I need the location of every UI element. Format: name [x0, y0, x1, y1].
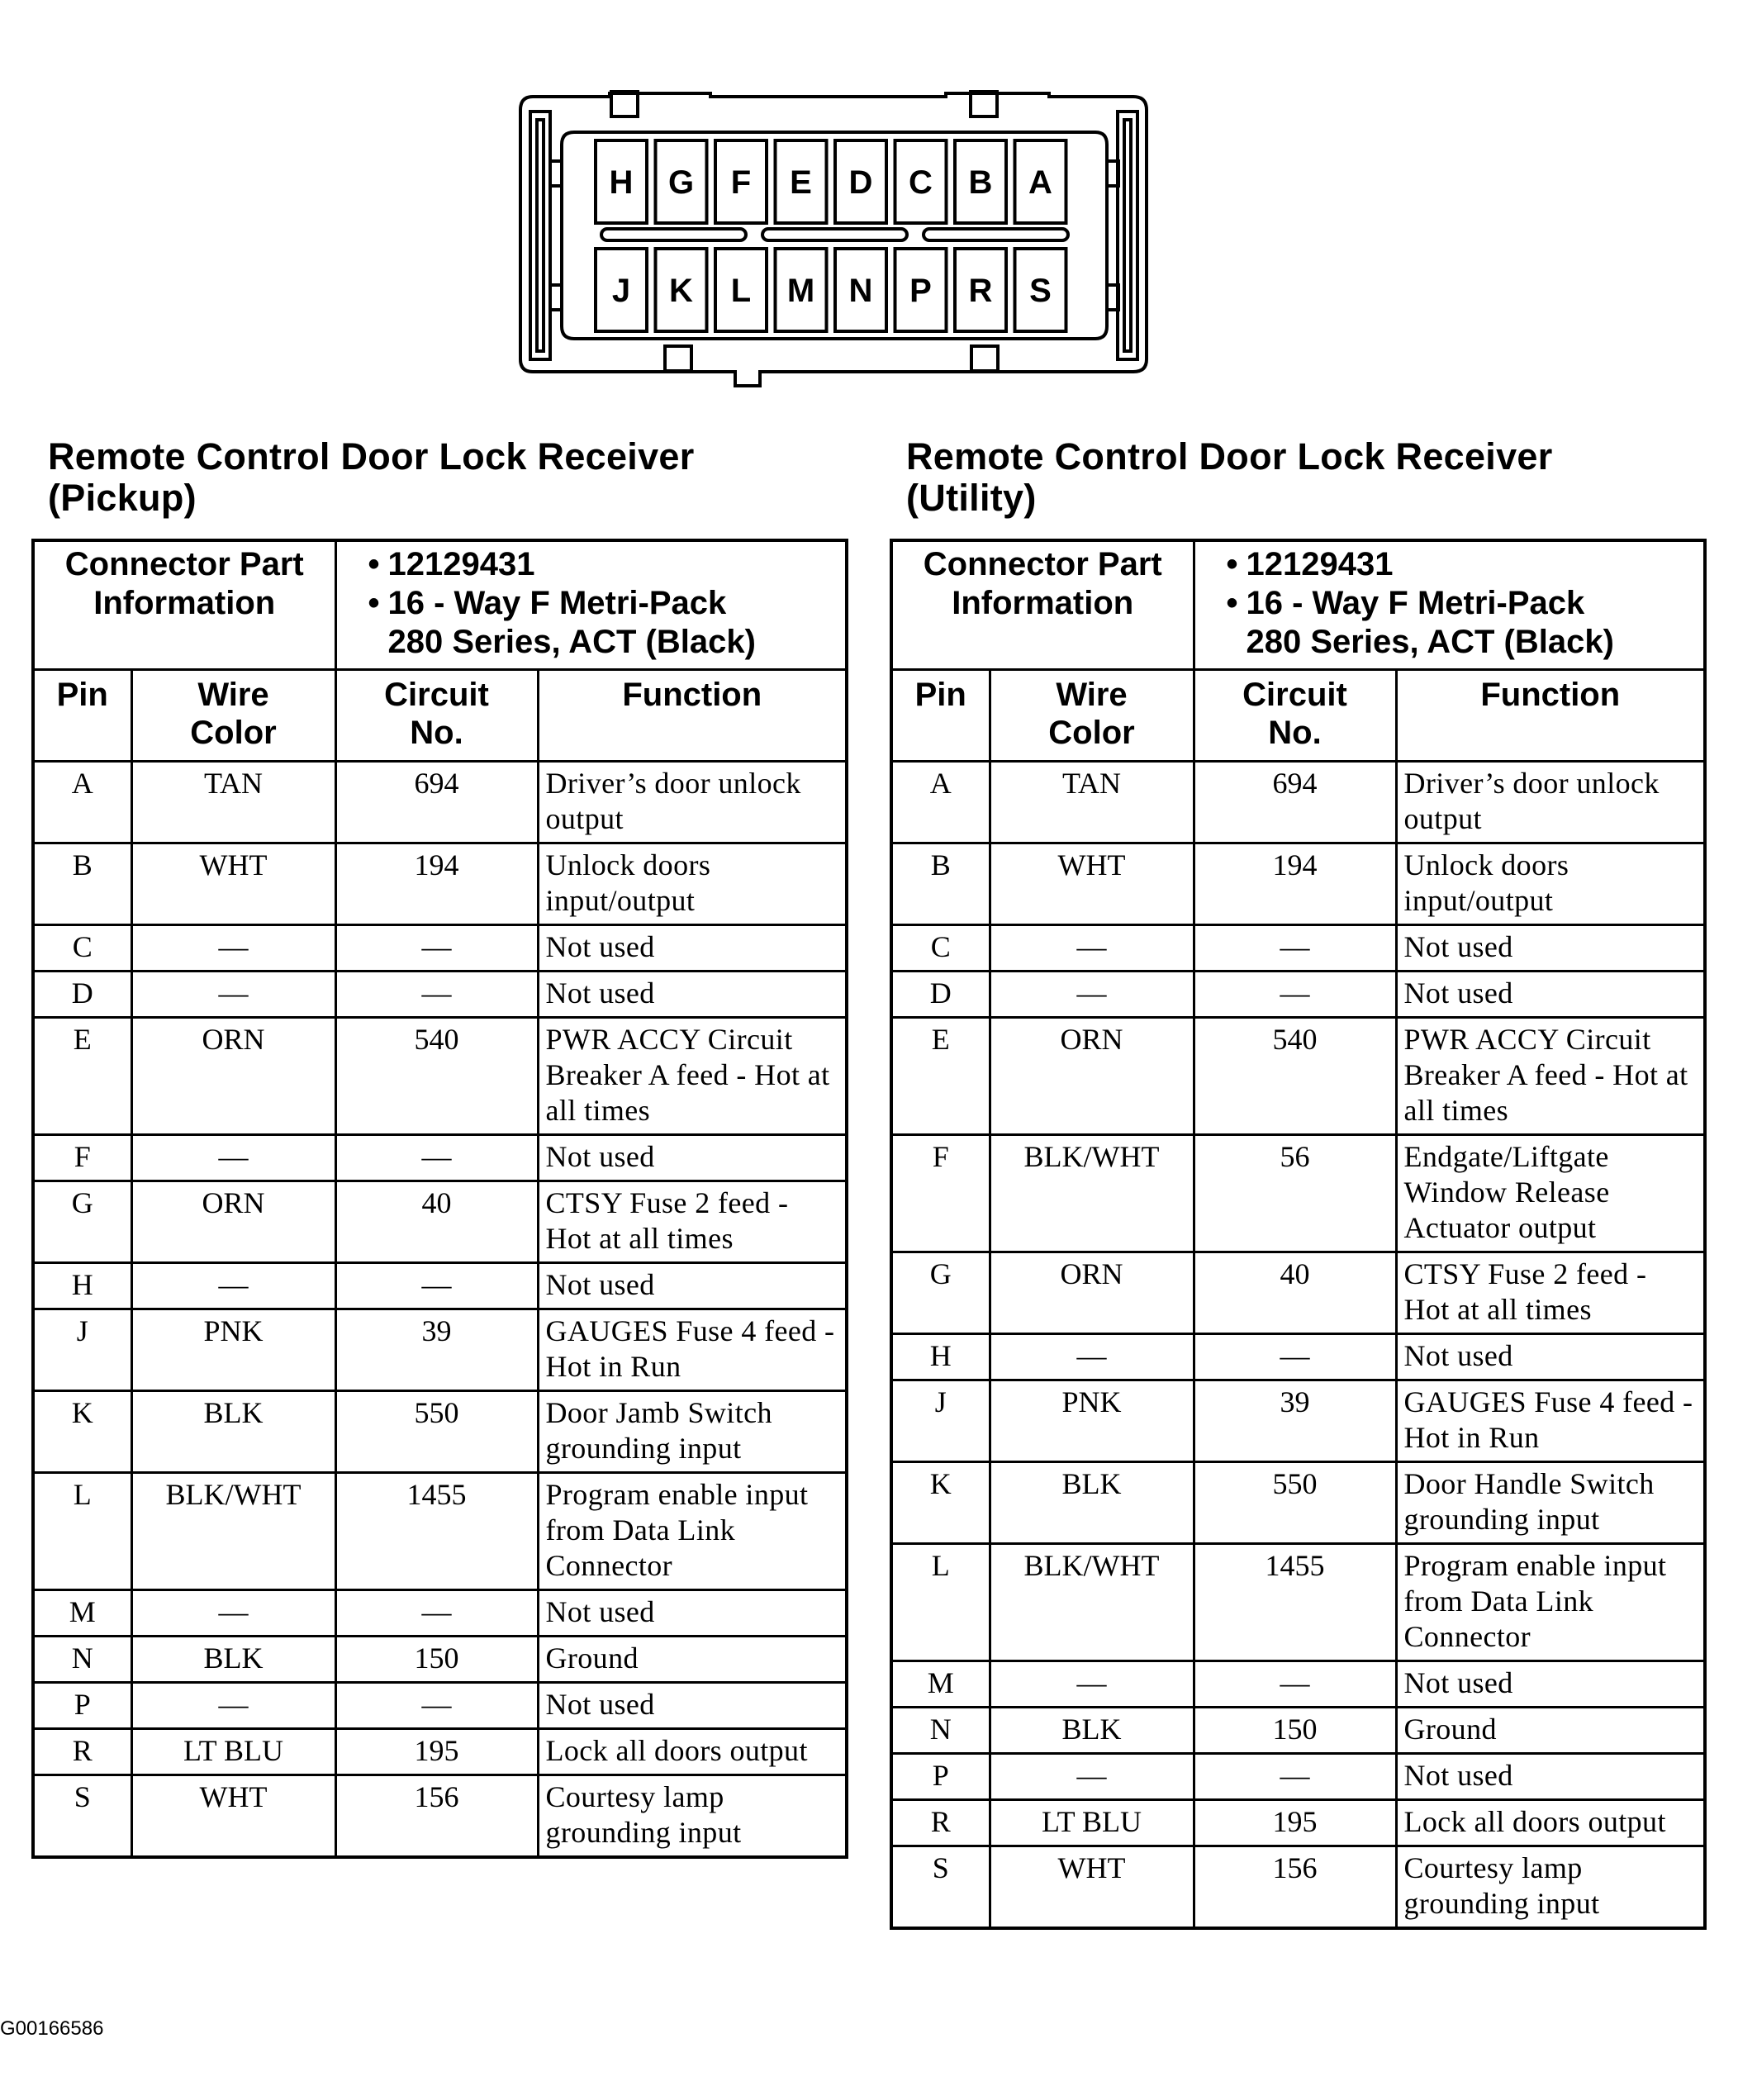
pin-cell: A	[891, 762, 990, 843]
function-cell: Not used	[538, 925, 847, 972]
table-row	[33, 1590, 847, 1637]
col-header-wire-color: Wire Color	[131, 670, 335, 762]
table-row	[891, 1135, 1705, 1252]
circuit-no-cell: 195	[1194, 1800, 1396, 1846]
pin-cell: E	[891, 1018, 990, 1135]
pin-cavity-top	[955, 140, 1006, 223]
table-row	[891, 1380, 1705, 1462]
col-header-circuit-no: Circuit No.	[335, 670, 538, 762]
pin-cell: A	[33, 762, 131, 843]
pin-cavity-top	[596, 140, 647, 223]
pin-cell: L	[891, 1544, 990, 1661]
circuit-no-cell: —	[335, 1135, 538, 1181]
pin-letter: C	[909, 164, 933, 201]
circuit-no-cell: 156	[1194, 1846, 1396, 1929]
table-row	[33, 1775, 847, 1858]
circuit-no-cell: —	[335, 1590, 538, 1637]
circuit-no-cell: 1455	[335, 1473, 538, 1590]
pin-letter: G	[667, 164, 695, 201]
wire-color-cell: —	[131, 1135, 335, 1181]
table-row	[891, 1800, 1705, 1846]
function-cell: Not used	[538, 1590, 847, 1637]
function-cell: GAUGES Fuse 4 feed - Hot in Run	[538, 1309, 847, 1391]
wire-color-cell: —	[990, 1661, 1194, 1708]
circuit-no-cell: 194	[335, 843, 538, 925]
table-row	[891, 925, 1705, 972]
function-cell: Not used	[1396, 1334, 1705, 1380]
table-row	[33, 843, 847, 925]
pin-cell: J	[891, 1380, 990, 1462]
part-info-label: Connector Part Information	[33, 540, 335, 670]
wire-color-cell: LT BLU	[131, 1729, 335, 1775]
connector-diagram	[512, 87, 1156, 397]
part-number: • 12129431	[1204, 545, 1696, 584]
pin-cell: D	[891, 972, 990, 1018]
wire-color-cell: —	[990, 972, 1194, 1018]
wire-color-cell: —	[131, 972, 335, 1018]
wire-color-cell: BLK/WHT	[990, 1544, 1194, 1661]
wire-color-cell: LT BLU	[990, 1800, 1194, 1846]
function-cell: PWR ACCY Circuit Breaker A feed - Hot at all times	[1396, 1018, 1705, 1135]
circuit-no-cell: 39	[1194, 1380, 1396, 1462]
pin-cavity-top	[776, 140, 827, 223]
function-cell: Courtesy lamp grounding input	[1396, 1846, 1705, 1929]
function-cell: Door Handle Switch grounding input	[1396, 1462, 1705, 1544]
function-cell: Lock all doors output	[1396, 1800, 1705, 1846]
col-header-pin: Pin	[891, 670, 990, 762]
table-row	[33, 1391, 847, 1473]
pickup-pin-table	[31, 539, 848, 1859]
pin-letter: H	[609, 164, 634, 201]
pin-letter: A	[1028, 164, 1052, 201]
function-cell: Not used	[538, 1263, 847, 1309]
pin-cell: J	[33, 1309, 131, 1391]
pickup-panel	[31, 436, 845, 1859]
pin-cell: D	[33, 972, 131, 1018]
col-header-circuit-no: Circuit No.	[1194, 670, 1396, 762]
circuit-no-cell: 40	[1194, 1252, 1396, 1334]
wire-color-cell: BLK	[990, 1462, 1194, 1544]
circuit-no-cell: 150	[1194, 1708, 1396, 1754]
circuit-no-cell: 1455	[1194, 1544, 1396, 1661]
wire-color-cell: ORN	[131, 1181, 335, 1263]
pin-letter: E	[790, 164, 812, 201]
table-row	[891, 1462, 1705, 1544]
wire-color-cell: WHT	[990, 843, 1194, 925]
function-cell: Ground	[538, 1637, 847, 1683]
pin-cell: B	[33, 843, 131, 925]
circuit-no-cell: 194	[1194, 843, 1396, 925]
part-desc-line1: • 16 - Way F Metri-Pack	[345, 584, 838, 623]
part-info-label: Connector Part Information	[891, 540, 1194, 670]
table-row	[891, 1334, 1705, 1380]
pin-cell: C	[33, 925, 131, 972]
wire-color-cell: TAN	[131, 762, 335, 843]
circuit-no-cell: 540	[335, 1018, 538, 1135]
circuit-no-cell: —	[1194, 972, 1396, 1018]
pin-cell: S	[33, 1775, 131, 1858]
table-row	[891, 1661, 1705, 1708]
circuit-no-cell: 550	[335, 1391, 538, 1473]
function-cell: Courtesy lamp grounding input	[538, 1775, 847, 1858]
function-cell: CTSY Fuse 2 feed - Hot at all times	[538, 1181, 847, 1263]
table-row	[33, 1181, 847, 1263]
table-row	[33, 1637, 847, 1683]
table-row	[33, 1135, 847, 1181]
pin-cavity-bottom	[895, 249, 947, 331]
pin-cell: H	[33, 1263, 131, 1309]
table-row	[33, 972, 847, 1018]
pin-cavity-top	[656, 140, 707, 223]
table-row	[33, 925, 847, 972]
part-info-details	[1194, 540, 1705, 670]
pin-cell: K	[33, 1391, 131, 1473]
pin-cell: F	[33, 1135, 131, 1181]
table-row	[891, 972, 1705, 1018]
pickup-title: Remote Control Door Lock Receiver (Pickup)	[48, 435, 695, 519]
utility-panel	[890, 436, 1703, 1930]
col-header-function: Function	[1396, 670, 1705, 762]
col-header-function: Function	[538, 670, 847, 762]
circuit-no-cell: —	[1194, 1334, 1396, 1380]
part-desc-line2: 280 Series, ACT (Black)	[387, 624, 756, 660]
pin-letter: L	[730, 273, 752, 309]
pin-cell: H	[891, 1334, 990, 1380]
function-cell: Endgate/Liftgate Window Release Actuator output	[1396, 1135, 1705, 1252]
circuit-no-cell: 550	[1194, 1462, 1396, 1544]
circuit-no-cell: —	[335, 972, 538, 1018]
circuit-no-cell: 39	[335, 1309, 538, 1391]
wire-color-cell: TAN	[990, 762, 1194, 843]
circuit-no-cell: 694	[335, 762, 538, 843]
pin-cell: G	[33, 1181, 131, 1263]
table-row	[891, 1544, 1705, 1661]
function-cell: Not used	[1396, 1661, 1705, 1708]
figure-id: G00166586	[0, 2017, 104, 2040]
function-cell: Not used	[1396, 925, 1705, 972]
pin-cell: E	[33, 1018, 131, 1135]
pin-letter: R	[968, 273, 993, 309]
table-row	[891, 843, 1705, 925]
table-row	[891, 1018, 1705, 1135]
circuit-no-cell: —	[335, 1683, 538, 1729]
pin-cavity-bottom	[835, 249, 886, 331]
circuit-no-cell: —	[1194, 1754, 1396, 1800]
function-cell: Unlock doors input/output	[538, 843, 847, 925]
pin-cell: C	[891, 925, 990, 972]
function-cell: Not used	[1396, 1754, 1705, 1800]
function-cell: GAUGES Fuse 4 feed - Hot in Run	[1396, 1380, 1705, 1462]
function-cell: Not used	[538, 1135, 847, 1181]
table-row	[891, 1754, 1705, 1800]
circuit-no-cell: 150	[335, 1637, 538, 1683]
pin-cavity-top	[1015, 140, 1066, 223]
circuit-no-cell: —	[335, 925, 538, 972]
wire-color-cell: BLK	[131, 1391, 335, 1473]
pin-letter: K	[669, 273, 693, 309]
pin-cavity-bottom	[656, 249, 707, 331]
wire-color-cell: —	[131, 1590, 335, 1637]
wire-color-cell: BLK	[131, 1637, 335, 1683]
pin-cavity-bottom	[776, 249, 827, 331]
pin-cell: L	[33, 1473, 131, 1590]
pin-cavity-top	[895, 140, 947, 223]
circuit-no-cell: 195	[335, 1729, 538, 1775]
pin-letter: P	[909, 273, 932, 309]
function-cell: Lock all doors output	[538, 1729, 847, 1775]
circuit-no-cell: —	[1194, 925, 1396, 972]
wire-color-cell: BLK/WHT	[990, 1135, 1194, 1252]
wire-color-cell: WHT	[131, 843, 335, 925]
wire-color-cell: —	[131, 1683, 335, 1729]
function-cell: Ground	[1396, 1708, 1705, 1754]
table-row	[891, 1708, 1705, 1754]
table-row	[33, 762, 847, 843]
col-header-pin: Pin	[33, 670, 131, 762]
part-desc-line1: • 16 - Way F Metri-Pack	[1204, 584, 1696, 623]
pin-cell: S	[891, 1846, 990, 1929]
wire-color-cell: PNK	[131, 1309, 335, 1391]
wire-color-cell: —	[131, 925, 335, 972]
utility-pin-table	[890, 539, 1707, 1930]
wire-color-cell: WHT	[990, 1846, 1194, 1929]
table-row	[33, 1473, 847, 1590]
pin-cell: N	[33, 1637, 131, 1683]
table-row	[33, 1018, 847, 1135]
function-cell: Not used	[538, 972, 847, 1018]
table-row	[33, 1683, 847, 1729]
table-row	[33, 1729, 847, 1775]
wire-color-cell: PNK	[990, 1380, 1194, 1462]
function-cell: Not used	[538, 1683, 847, 1729]
pin-letter: N	[848, 273, 873, 309]
part-number: • 12129431	[345, 545, 838, 584]
pin-cell: N	[891, 1708, 990, 1754]
wire-color-cell: —	[131, 1263, 335, 1309]
pin-cell: R	[891, 1800, 990, 1846]
pin-cell: B	[891, 843, 990, 925]
function-cell: Not used	[1396, 972, 1705, 1018]
circuit-no-cell: —	[1194, 1661, 1396, 1708]
pin-cell: G	[891, 1252, 990, 1334]
circuit-no-cell: 156	[335, 1775, 538, 1858]
pin-letter: B	[968, 164, 993, 201]
pin-cavity-bottom	[955, 249, 1006, 331]
function-cell: Door Jamb Switch grounding input	[538, 1391, 847, 1473]
pin-cell: P	[33, 1683, 131, 1729]
pin-letter: F	[730, 164, 752, 201]
pin-cell: M	[891, 1661, 990, 1708]
pin-letter: J	[611, 273, 631, 309]
function-cell: Program enable input from Data Link Connector	[1396, 1544, 1705, 1661]
table-row	[891, 1252, 1705, 1334]
pin-cell: M	[33, 1590, 131, 1637]
table-row	[33, 1263, 847, 1309]
wire-color-cell: BLK/WHT	[131, 1473, 335, 1590]
function-cell: Driver’s door unlock output	[538, 762, 847, 843]
table-row	[33, 1309, 847, 1391]
circuit-no-cell: 694	[1194, 762, 1396, 843]
utility-title: Remote Control Door Lock Receiver (Utility)	[906, 435, 1553, 519]
wire-color-cell: —	[990, 1754, 1194, 1800]
wire-color-cell: ORN	[990, 1252, 1194, 1334]
circuit-no-cell: 56	[1194, 1135, 1396, 1252]
pin-cavity-top	[715, 140, 767, 223]
function-cell: Unlock doors input/output	[1396, 843, 1705, 925]
pin-cavity-bottom	[1015, 249, 1066, 331]
wire-color-cell: —	[990, 925, 1194, 972]
wire-color-cell: WHT	[131, 1775, 335, 1858]
function-cell: CTSY Fuse 2 feed - Hot at all times	[1396, 1252, 1705, 1334]
pin-cell: K	[891, 1462, 990, 1544]
col-header-wire-color: Wire Color	[990, 670, 1194, 762]
wire-color-cell: ORN	[990, 1018, 1194, 1135]
pin-cell: P	[891, 1754, 990, 1800]
pin-letter: M	[786, 273, 815, 309]
function-cell: Driver’s door unlock output	[1396, 762, 1705, 843]
circuit-no-cell: 40	[335, 1181, 538, 1263]
table-row	[891, 1846, 1705, 1929]
function-cell: PWR ACCY Circuit Breaker A feed - Hot at all times	[538, 1018, 847, 1135]
circuit-no-cell: 540	[1194, 1018, 1396, 1135]
pin-cell: F	[891, 1135, 990, 1252]
pin-letter: D	[848, 164, 873, 201]
pin-cell: R	[33, 1729, 131, 1775]
pin-cavity-bottom	[596, 249, 647, 331]
wire-color-cell: BLK	[990, 1708, 1194, 1754]
table-row	[891, 762, 1705, 843]
function-cell: Program enable input from Data Link Connector	[538, 1473, 847, 1590]
wire-color-cell: ORN	[131, 1018, 335, 1135]
pin-cavity-top	[835, 140, 886, 223]
part-info-details	[335, 540, 847, 670]
wire-color-cell: —	[990, 1334, 1194, 1380]
part-desc-line2: 280 Series, ACT (Black)	[1246, 624, 1614, 660]
pin-cavity-bottom	[715, 249, 767, 331]
pin-letter: S	[1029, 273, 1052, 309]
circuit-no-cell: —	[335, 1263, 538, 1309]
